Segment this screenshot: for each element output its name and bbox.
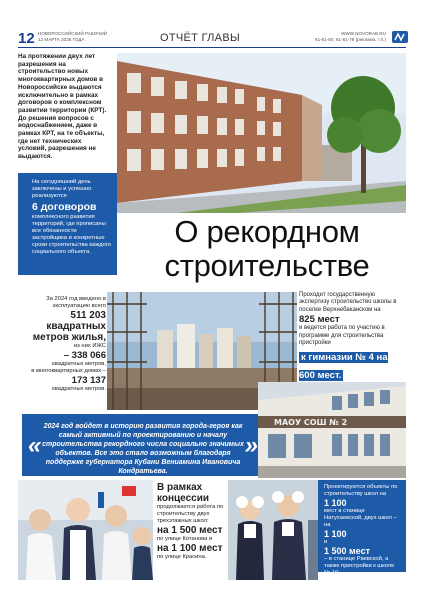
school-building-photo: [258, 382, 406, 478]
quote-close-icon: »: [244, 432, 258, 459]
quote-open-icon: «: [28, 432, 42, 459]
stats-mkd-label: в многоквартирных домах –: [31, 368, 106, 374]
projects-text-2: мест в станице Натухаевской, двух школ – на: [324, 508, 397, 528]
site-phones: 61-61-80, 61-61-78 (реклама, т.п.): [315, 37, 386, 42]
concession-intro: продолжается работа по строительству двух трехэтажных школ:: [157, 504, 224, 524]
projects-text-3: и: [324, 539, 328, 545]
headline-line-1: О рекордном: [174, 214, 360, 249]
concession-value-2: на 1 100 мест: [157, 543, 223, 554]
projects-value-1: 1 100: [324, 498, 347, 508]
concession-block: [157, 482, 227, 561]
section-title: ОТЧЁТ ГЛАВЫ: [160, 32, 240, 44]
header-divider: [18, 47, 406, 48]
projects-value-3: 1 500 мест: [324, 546, 370, 556]
stats-intro: За 2024 год введено в эксплуатацию всего: [46, 296, 106, 309]
stats-mkd-value: 173 137: [71, 375, 106, 386]
concession-title: В рамках концессии: [157, 482, 210, 504]
stats-mkd-unit: квадратных метров.: [52, 386, 106, 392]
krt-count: 6 договоров: [32, 201, 97, 213]
quote-text: 2024 год войдет в историю развития города-героя как самый активный по проектированию и началу строительства рекордного числа социально значимых объектов. Все это стало возможным благодаря поддержке губернатора Кубани Вениамина Ивановича Кондратьева.: [42, 423, 244, 475]
concession-street-1: по улице Котанова и: [157, 536, 213, 542]
site-url: WWW.NOVORAB.RU: [341, 31, 386, 36]
headline-line-2: строительстве: [164, 248, 370, 283]
masthead-title: НОВОРОССИЙСКИЙ РАБОЧИЙ: [38, 31, 107, 36]
krt-contracts-box: [18, 173, 117, 275]
apartment-building-photo: [117, 53, 406, 213]
concession-street-2: по улице Красина.: [157, 554, 207, 560]
masthead-date: 12 МАРТА 2025 ГОДА: [38, 37, 85, 42]
quote-block: [22, 414, 264, 476]
housing-stats: [18, 296, 106, 393]
krt-details: комплексного развития территорий, где прописаны все обязанности застройщика и конкретные сроки строительства каждого социального объекта.: [32, 214, 111, 255]
headline: [122, 215, 412, 283]
masthead: [38, 31, 107, 43]
projects-intro: Проектируются объекты по строительству школ на: [324, 484, 398, 497]
stats-ijs-unit: квадратных метров,: [52, 361, 106, 367]
intro-text: На протяжении двух лет разрешения на строительство новых многоквартирных домов в Новороссийске выдаются исключительно в рамках договоров о комплексном развитии территории (КРТ). До решения вопросов с водоснабжением, даже в рамках КРТ, на те объекты, где нет технических условий, разрешения не выдаются.: [18, 53, 107, 161]
stats-ijs-label: из них ИЖС: [73, 343, 106, 349]
gymnasium-extension-box: [299, 292, 406, 383]
schoolchildren-photo: [18, 480, 153, 580]
program-text: и ведется работа по участию в программе для строительства пристройки: [299, 325, 385, 347]
projects-value-2: 1 100: [324, 529, 347, 539]
krt-intro: На сегодняшний день заключены и успешно реализуются: [32, 179, 92, 199]
site-info: [315, 31, 386, 43]
expertise-value: 825 мест: [299, 314, 340, 326]
stats-total: 511 203 квадратных метров жилья,: [32, 310, 106, 343]
projects-value-4: на 400 мест.: [324, 577, 378, 587]
projects-text-4: – в станице Раевской, а также пристройки к школе № 10: [324, 556, 395, 576]
page-number: 12: [18, 30, 35, 47]
gymnasium-value: к гимназии № 4 на 600 мест.: [299, 352, 388, 382]
projected-schools-box: [318, 480, 406, 587]
school-sign: МАОУ СОШ № 2: [274, 418, 348, 427]
expertise-text: Проходит государственную экспертизу строительство школы в поселке Верхнебаканском на: [299, 292, 397, 313]
newspaper-logo-icon: [392, 31, 408, 43]
page-header: [0, 0, 424, 46]
concession-value-1: на 1 500 мест: [157, 525, 223, 536]
stats-ijs-value: – 338 066: [63, 350, 106, 361]
girls-with-bows-photo: [228, 480, 318, 580]
